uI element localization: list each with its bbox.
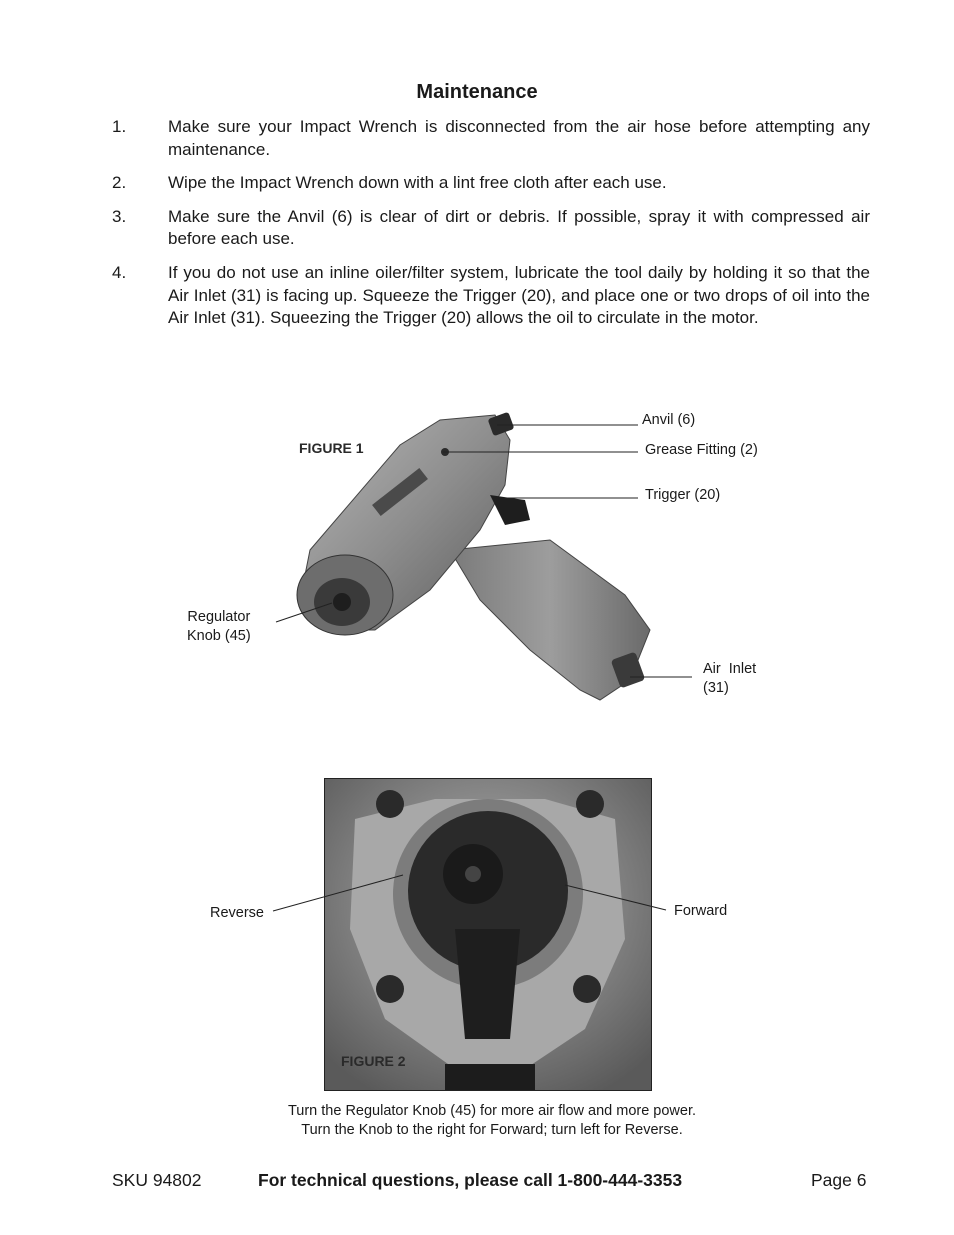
step-number: 3. [112, 206, 127, 226]
step-number: 1. [112, 117, 127, 136]
figure-1-label: FIGURE 1 [299, 440, 364, 456]
regulator-callout-line-2: Knob (45) [187, 628, 251, 644]
air-inlet-callout-line-1: Air Inlet [703, 661, 757, 677]
page-title: Maintenance [416, 81, 538, 103]
regulator-knob-image [324, 778, 652, 1091]
list-item [112, 172, 870, 195]
step-number: 2. [112, 173, 127, 193]
trigger-callout: Trigger (20) [645, 487, 721, 503]
anvil-callout: Anvil (6) [642, 412, 696, 428]
regulator-callout-line-1: Regulator [187, 609, 251, 625]
footer-page-number: Page 6 [811, 1170, 867, 1190]
list-item [112, 262, 870, 330]
figure-2-label: FIGURE 2 [341, 1053, 406, 1069]
step-text: Wipe the Impact Wrench down with a lint free cloth after each use. [168, 173, 667, 193]
footer-sku: SKU 94802 [112, 1170, 202, 1190]
maintenance-steps [112, 116, 870, 341]
air-inlet-callout-line-2: (31) [703, 680, 729, 696]
list-item [112, 116, 870, 161]
air-inlet-callout [703, 660, 756, 698]
forward-callout: Forward [674, 903, 728, 919]
figure-caption [0, 1102, 954, 1140]
list-item [112, 206, 870, 251]
step-text: Make sure the Anvil (6) is clear of dirt or debris. If possible, spray it with compressed air before each use. [168, 206, 870, 249]
grease-fitting-callout: Grease Fitting (2) [645, 442, 758, 458]
step-text: Make sure your Impact Wrench is disconnected from the air hose before attempting any maintenance. [168, 117, 870, 159]
reverse-callout: Reverse [210, 905, 264, 921]
caption-line-2: Turn the Knob to the right for Forward; turn left for Reverse. [301, 1122, 683, 1138]
caption-line-1: Turn the Regulator Knob (45) for more air flow and more power. [287, 1103, 697, 1119]
regulator-knob-callout [187, 608, 251, 646]
step-text: If you do not use an inline oiler/filter system, lubricate the tool daily by holding it so that the Air Inlet (31) is facing up. Squeeze the Trigger (20), and place one or two drops of oil into the Air Inlet (31). Squeezing the Trigger (20) allows the oil to circulate in the motor. [168, 262, 870, 328]
footer-contact: For technical questions, please call 1-800-444-3353 [258, 1170, 683, 1190]
step-number: 4. [112, 262, 127, 282]
